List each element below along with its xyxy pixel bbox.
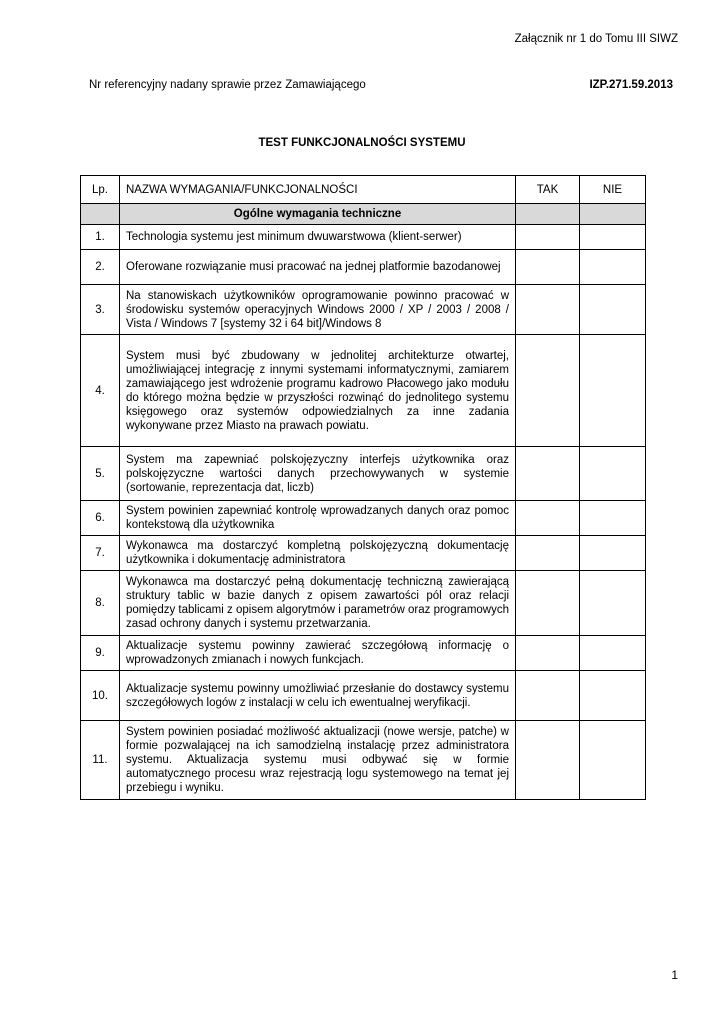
nie-cell[interactable] — [580, 671, 646, 721]
page-number: 1 — [671, 968, 678, 982]
table-row — [81, 447, 646, 501]
requirement-text: System powinien zapewniać kontrolę wprowadzanych danych oraz pomoc kontekstową dla użytkownika — [120, 501, 516, 536]
section-spacer-cell — [81, 204, 120, 225]
column-header-nie: NIE — [580, 176, 646, 204]
table-row — [81, 250, 646, 285]
table-row — [81, 335, 646, 447]
requirement-text: Oferowane rozwiązanie musi pracować na jednej platformie bazodanowej — [120, 250, 516, 285]
nie-cell[interactable] — [580, 571, 646, 636]
column-header-lp: Lp. — [81, 176, 120, 204]
table-row — [81, 636, 646, 671]
section-row — [81, 204, 646, 225]
attachment-label: Załącznik nr 1 do Tomu III SIWZ — [514, 33, 678, 45]
requirements-body — [81, 204, 646, 800]
nie-cell[interactable] — [580, 721, 646, 800]
tak-cell[interactable] — [516, 335, 580, 447]
tak-cell[interactable] — [516, 721, 580, 800]
reference-number: IZP.271.59.2013 — [589, 79, 673, 91]
row-number: 1. — [81, 225, 120, 250]
requirement-text: Aktualizacje systemu powinny zawierać szczegółową informację o wprowadzonych zmianach i nowych funkcjach. — [120, 636, 516, 671]
section-title: Ogólne wymagania techniczne — [120, 204, 516, 225]
nie-cell[interactable] — [580, 501, 646, 536]
table-row — [81, 225, 646, 250]
nie-cell[interactable] — [580, 285, 646, 335]
requirement-text: Aktualizacje systemu powinny umożliwiać przesłanie do dostawcy systemu szczegółowych logów z instalacji w celu ich ewentualnej weryfikacji. — [120, 671, 516, 721]
table-row — [81, 571, 646, 636]
requirement-text: System powinien posiadać możliwość aktualizacji (nowe wersje, patche) w formie pozwalającej na ich samodzielną instalację przez administratora systemu. Aktualizacja systemu musi odbywać się w formie automatycznego procesu wraz rejestracją logu systemowego na temat jej przebiegu i wyniku. — [120, 721, 516, 800]
requirement-text: Technologia systemu jest minimum dwuwarstwowa (klient-serwer) — [120, 225, 516, 250]
table-row — [81, 536, 646, 571]
nie-cell[interactable] — [580, 335, 646, 447]
nie-cell[interactable] — [580, 536, 646, 571]
row-number: 3. — [81, 285, 120, 335]
tak-cell[interactable] — [516, 501, 580, 536]
document-title: TEST FUNKCJONALNOŚCI SYSTEMU — [258, 137, 466, 149]
row-number: 7. — [81, 536, 120, 571]
requirements-table — [80, 175, 646, 800]
row-number: 4. — [81, 335, 120, 447]
table-row — [81, 285, 646, 335]
table-row — [81, 501, 646, 536]
tak-cell[interactable] — [516, 285, 580, 335]
row-number: 11. — [81, 721, 120, 800]
section-spacer-cell — [580, 204, 646, 225]
tak-cell[interactable] — [516, 671, 580, 721]
requirement-text: Na stanowiskach użytkowników oprogramowanie powinno pracować w środowisku systemów operacyjnych Windows 2000 / XP / 2003 / 2008 / Vista / Windows 7 [systemy 32 i 64 bit]/Windows 8 — [120, 285, 516, 335]
tak-cell[interactable] — [516, 536, 580, 571]
requirement-text: System musi być zbudowany w jednolitej architekturze otwartej, umożliwiającej integrację z innymi systemami informatycznymi, zamiarem zamawiającego jest wdrożenie programu kadrowo Płacowego jako modułu do którego można będzie w przyszłości rozwinąć do jednolitego systemu księgowego oraz systemów odpowiedzialnych za inne zadania wykonywane przez Miasto na prawach powiatu. — [120, 335, 516, 447]
row-number: 9. — [81, 636, 120, 671]
row-number: 2. — [81, 250, 120, 285]
row-number: 10. — [81, 671, 120, 721]
table-row — [81, 721, 646, 800]
table-row — [81, 671, 646, 721]
nie-cell[interactable] — [580, 636, 646, 671]
reference-row — [89, 79, 673, 91]
row-number: 8. — [81, 571, 120, 636]
column-header-tak: TAK — [516, 176, 580, 204]
row-number: 5. — [81, 447, 120, 501]
tak-cell[interactable] — [516, 447, 580, 501]
tak-cell[interactable] — [516, 571, 580, 636]
row-number: 6. — [81, 501, 120, 536]
tak-cell[interactable] — [516, 636, 580, 671]
tak-cell[interactable] — [516, 225, 580, 250]
column-header-name: NAZWA WYMAGANIA/FUNKCJONALNOŚCI — [120, 176, 516, 204]
nie-cell[interactable] — [580, 225, 646, 250]
requirement-text: Wykonawca ma dostarczyć kompletną polskojęzyczną dokumentację użytkownika i dokumentację administratora — [120, 536, 516, 571]
nie-cell[interactable] — [580, 447, 646, 501]
requirement-text: System ma zapewniać polskojęzyczny interfejs użytkownika oraz polskojęzyczne wartości danych przechowywanych w systemie (sortowanie, reprezentacja dat, liczb) — [120, 447, 516, 501]
reference-label: Nr referencyjny nadany sprawie przez Zamawiającego — [89, 79, 366, 91]
table-header-row — [81, 176, 646, 204]
tak-cell[interactable] — [516, 250, 580, 285]
nie-cell[interactable] — [580, 250, 646, 285]
requirement-text: Wykonawca ma dostarczyć pełną dokumentację techniczną zawierającą struktury tablic w bazie danych z opisem zawartości pól oraz relacji pomiędzy tablicami z opisem algorytmów i parametrów oraz programowych zasad ochrony danych i systemu przetwarzania. — [120, 571, 516, 636]
section-spacer-cell — [516, 204, 580, 225]
